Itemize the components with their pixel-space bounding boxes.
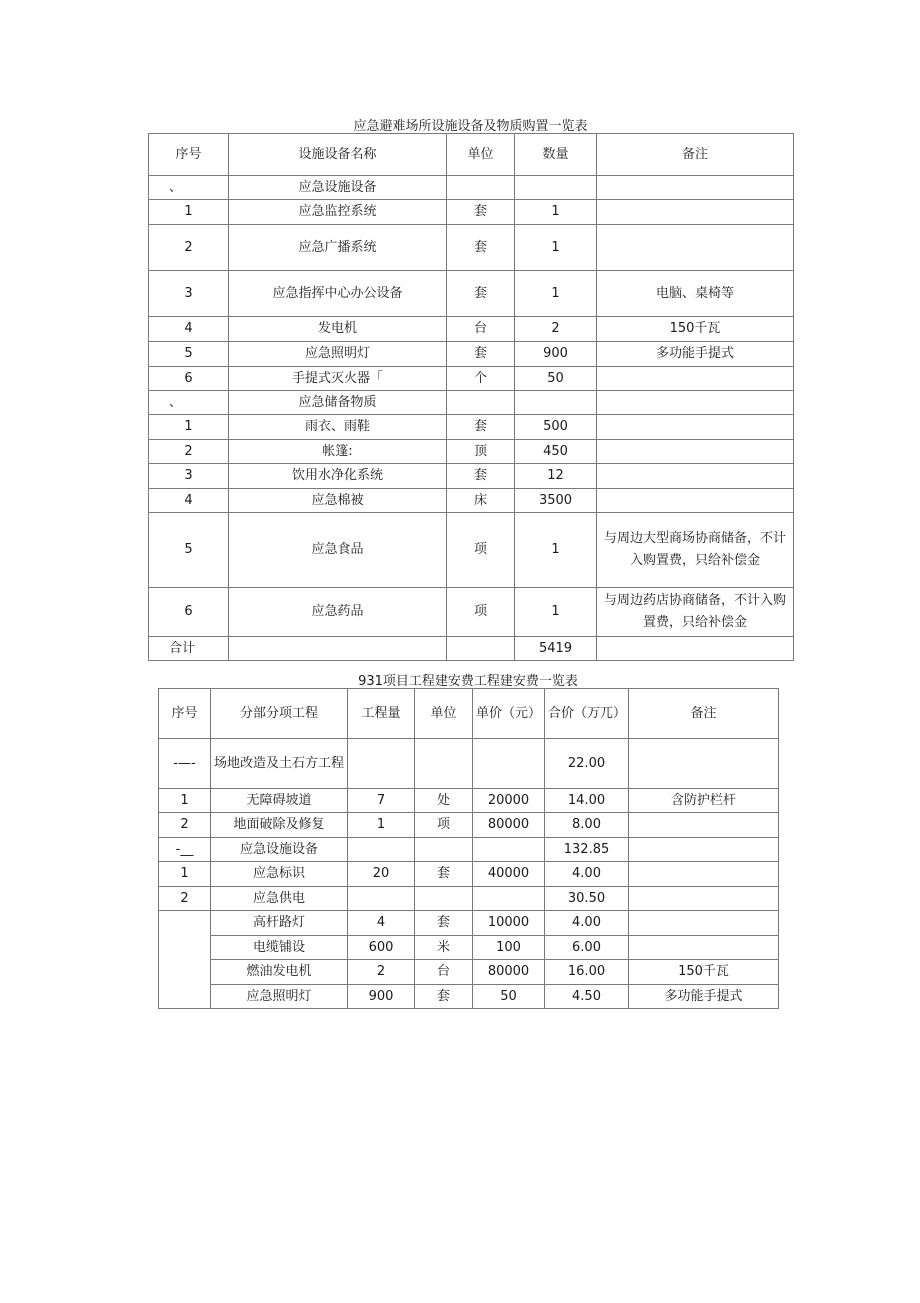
table-cell: 5: [149, 342, 229, 367]
table-cell: 应急监控系统: [229, 200, 447, 225]
table-cell: 50: [515, 367, 597, 391]
table-cell: 地面破除及修复: [211, 813, 348, 838]
table-cell: [515, 176, 597, 200]
table-cell: 150千瓦: [597, 317, 794, 342]
table-row: [159, 862, 779, 887]
table-cell: [597, 391, 794, 415]
table-cell: 450: [515, 440, 597, 464]
table-cell: 2: [149, 440, 229, 464]
table-cell: 2: [159, 887, 211, 911]
table-cell: 500: [515, 415, 597, 440]
table-cell: 1: [149, 415, 229, 440]
table-cell: 、: [149, 176, 229, 200]
table-cell: 床: [447, 489, 515, 513]
table-row: [149, 342, 794, 367]
header-row: [159, 689, 779, 739]
table-cell: 1: [159, 862, 211, 887]
table-row: [149, 637, 794, 661]
table-cell: 80000: [473, 813, 545, 838]
table-row: [149, 440, 794, 464]
table-cell: [415, 739, 473, 789]
table-cell: 应急药品: [229, 588, 447, 637]
table-cell: 6: [149, 367, 229, 391]
table-row: [149, 391, 794, 415]
table-row: [149, 464, 794, 489]
table-cell: [597, 440, 794, 464]
table-cell: 1: [348, 813, 415, 838]
table-cell: 900: [515, 342, 597, 367]
table-cell: 150千瓦: [629, 960, 779, 985]
table-cell: [597, 464, 794, 489]
header-cell: 备注: [597, 134, 794, 176]
table-cell: 30.50: [545, 887, 629, 911]
table-cell: 与周边药店协商储备，不计入购置费，只给补偿金: [597, 588, 794, 637]
table-cell: [597, 176, 794, 200]
table-cell: -—-: [159, 739, 211, 789]
table-cell: 项: [447, 588, 515, 637]
table-cell: 项: [415, 813, 473, 838]
table-cell: [229, 637, 447, 661]
table-cell: 应急供电: [211, 887, 348, 911]
table-cell: 12: [515, 464, 597, 489]
table-cell: 1: [515, 271, 597, 317]
table-cell: [597, 415, 794, 440]
table-row: [159, 936, 779, 960]
table-cell: 套: [447, 342, 515, 367]
table-row: [159, 789, 779, 813]
table-cell: 20000: [473, 789, 545, 813]
table-cell: 应急储备物质: [229, 391, 447, 415]
table-cell: 电缆铺设: [211, 936, 348, 960]
table-row: [159, 739, 779, 789]
table-cell: 900: [348, 985, 415, 1009]
table-row: [159, 960, 779, 985]
table-row: [149, 415, 794, 440]
table-row: [149, 367, 794, 391]
table-cell: 多功能手提式: [629, 985, 779, 1009]
table-cell: 1: [515, 200, 597, 225]
table-cell: 套: [447, 464, 515, 489]
table-cell: 应急设施设备: [211, 838, 348, 862]
table-cell: 2: [159, 813, 211, 838]
table-cell: [629, 862, 779, 887]
table-cell: 10000: [473, 911, 545, 936]
table-cell: 手提式灭火器「: [229, 367, 447, 391]
table-cell: 雨衣、雨鞋: [229, 415, 447, 440]
header-cell: 单位: [415, 689, 473, 739]
table-cell: 6: [149, 588, 229, 637]
header-cell: 单位: [447, 134, 515, 176]
table-cell: 7: [348, 789, 415, 813]
header-cell: 合价（万兀）: [545, 689, 629, 739]
table-cell: 发电机: [229, 317, 447, 342]
table-cell: [159, 911, 211, 1009]
table-cell: [447, 176, 515, 200]
table-cell: 套: [415, 911, 473, 936]
table-cell: 4: [348, 911, 415, 936]
table-cell: 应急广播系统: [229, 225, 447, 271]
table-cell: 4: [149, 317, 229, 342]
table-cell: 套: [447, 271, 515, 317]
table-row: [159, 985, 779, 1009]
table-cell: 应急照明灯: [229, 342, 447, 367]
table-cell: 台: [447, 317, 515, 342]
table-cell: 3500: [515, 489, 597, 513]
table-cell: 4.00: [545, 911, 629, 936]
table-cell: 台: [415, 960, 473, 985]
table-cell: 16.00: [545, 960, 629, 985]
table-cell: 1: [159, 789, 211, 813]
table-cell: [629, 936, 779, 960]
table-cell: 套: [447, 200, 515, 225]
table-row: [159, 911, 779, 936]
table-cell: 5: [149, 513, 229, 588]
header-cell: 分部分项工程: [211, 689, 348, 739]
table-cell: -__: [159, 838, 211, 862]
equipment-purchase-table: [148, 133, 794, 661]
table-row: [159, 887, 779, 911]
table-cell: 应急设施设备: [229, 176, 447, 200]
table-row: [159, 813, 779, 838]
table-cell: [348, 887, 415, 911]
table-cell: [447, 391, 515, 415]
table-cell: 2: [515, 317, 597, 342]
table-cell: [473, 739, 545, 789]
table-cell: 8.00: [545, 813, 629, 838]
table-cell: [348, 739, 415, 789]
header-cell: 设施设备名称: [229, 134, 447, 176]
table-cell: 无障碍坡道: [211, 789, 348, 813]
table-cell: 1: [515, 513, 597, 588]
table-cell: 帐篷:: [229, 440, 447, 464]
table-row: [159, 838, 779, 862]
table-cell: 套: [447, 225, 515, 271]
table-cell: [473, 838, 545, 862]
table-cell: 14.00: [545, 789, 629, 813]
table-cell: 20: [348, 862, 415, 887]
table-cell: 4.50: [545, 985, 629, 1009]
table-row: [149, 200, 794, 225]
table-cell: [629, 838, 779, 862]
table-cell: [597, 225, 794, 271]
table-cell: [597, 367, 794, 391]
table-row: [149, 225, 794, 271]
table-cell: 3: [149, 464, 229, 489]
table-cell: 项: [447, 513, 515, 588]
header-cell: 单价（元）: [473, 689, 545, 739]
header-cell: 数量: [515, 134, 597, 176]
table-cell: 22.00: [545, 739, 629, 789]
table-cell: [597, 489, 794, 513]
table-cell: 高杆路灯: [211, 911, 348, 936]
table-cell: 4: [149, 489, 229, 513]
table-cell: 顶: [447, 440, 515, 464]
table-cell: 场地改造及土石方工程: [211, 739, 348, 789]
table-cell: 5419: [515, 637, 597, 661]
table-cell: [348, 838, 415, 862]
header-row: [149, 134, 794, 176]
table-cell: 饮用水净化系统: [229, 464, 447, 489]
table-cell: 处: [415, 789, 473, 813]
table-cell: 应急指挥中心办公设备: [229, 271, 447, 317]
header-cell: 备注: [629, 689, 779, 739]
table-cell: 600: [348, 936, 415, 960]
table-cell: 个: [447, 367, 515, 391]
table-cell: 应急照明灯: [211, 985, 348, 1009]
table1-title: 应急避难场所设施设备及物质购置一览表: [353, 119, 588, 134]
table-cell: [515, 391, 597, 415]
table-cell: 2: [149, 225, 229, 271]
table-cell: [447, 637, 515, 661]
construction-cost-table: [158, 688, 779, 1009]
table-row: [149, 176, 794, 200]
table-cell: [629, 813, 779, 838]
table-cell: 100: [473, 936, 545, 960]
table-cell: 多功能手提式: [597, 342, 794, 367]
table-cell: 与周边大型商场协商储备，不计入购置费，只给补偿金: [597, 513, 794, 588]
table-cell: 应急食品: [229, 513, 447, 588]
table2-title: 931项目工程建安费工程建安费一览表: [358, 674, 578, 689]
table-cell: 6.00: [545, 936, 629, 960]
table-cell: 3: [149, 271, 229, 317]
table-cell: 1: [515, 588, 597, 637]
table-cell: 套: [415, 862, 473, 887]
table-cell: 、: [149, 391, 229, 415]
table-cell: [597, 200, 794, 225]
table-cell: 1: [149, 200, 229, 225]
table-cell: [629, 739, 779, 789]
table-cell: 套: [447, 415, 515, 440]
table-cell: 电脑、桌椅等: [597, 271, 794, 317]
table-cell: [629, 887, 779, 911]
table-row: [149, 513, 794, 588]
table-cell: 50: [473, 985, 545, 1009]
header-cell: 序号: [159, 689, 211, 739]
table-cell: 燃油发电机: [211, 960, 348, 985]
table-cell: [415, 838, 473, 862]
table-cell: [597, 637, 794, 661]
table-cell: 4.00: [545, 862, 629, 887]
header-cell: 序号: [149, 134, 229, 176]
table-cell: 应急棉被: [229, 489, 447, 513]
table-cell: 套: [415, 985, 473, 1009]
table-cell: 应急标识: [211, 862, 348, 887]
table-cell: [473, 887, 545, 911]
table-row: [149, 588, 794, 637]
table-cell: 80000: [473, 960, 545, 985]
table-cell: 含防护栏杆: [629, 789, 779, 813]
table-row: [149, 271, 794, 317]
table-cell: [629, 911, 779, 936]
table-row: [149, 489, 794, 513]
table-cell: 132.85: [545, 838, 629, 862]
table-cell: 40000: [473, 862, 545, 887]
table-cell: 2: [348, 960, 415, 985]
table-cell: 米: [415, 936, 473, 960]
header-cell: 工程量: [348, 689, 415, 739]
table-cell: 合计: [149, 637, 229, 661]
table-row: [149, 317, 794, 342]
table-cell: [415, 887, 473, 911]
table-cell: 1: [515, 225, 597, 271]
